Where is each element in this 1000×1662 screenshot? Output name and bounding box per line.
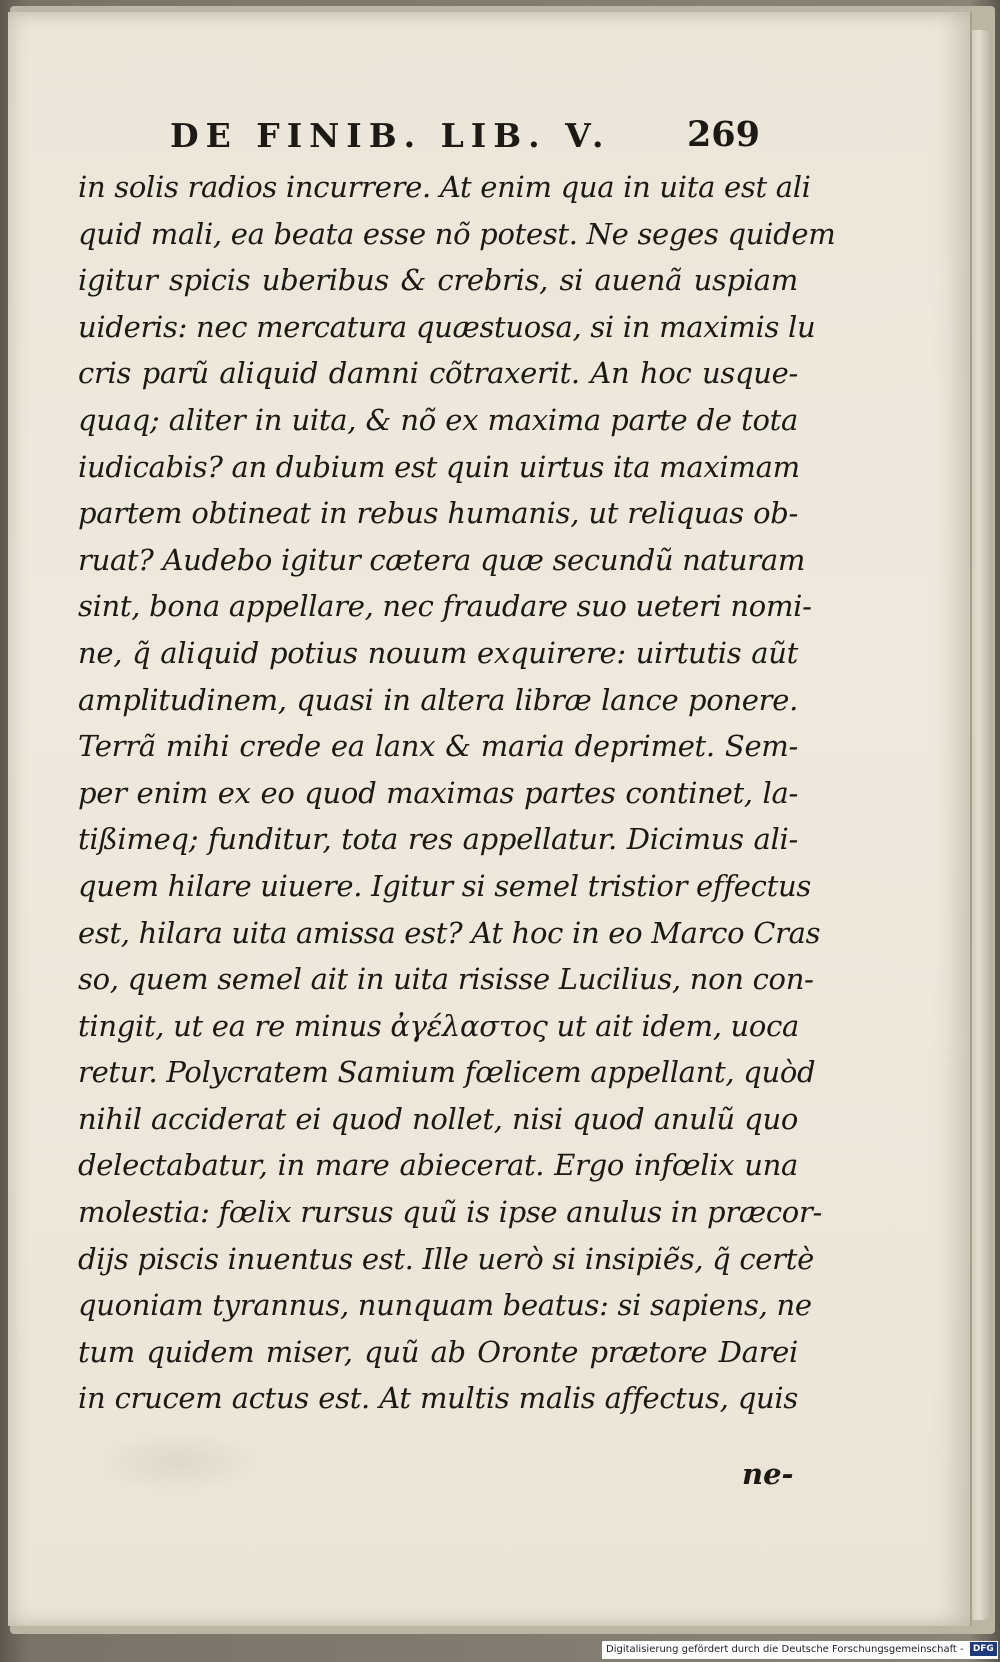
- text-line: nihil acciderat ei quod nollet, nisi quod anulũ quo: [78, 1101, 798, 1136]
- text-line: cris parũ aliquid damni cõtraxerit. An hoc usque-: [78, 356, 798, 391]
- text-line: molestia: fœlix rursus quũ is ipse anulus in præcor-: [78, 1195, 823, 1230]
- page-header: [170, 112, 760, 162]
- text-line: quid mali, ea beata esse nõ potest. Ne seges quidem: [78, 216, 836, 251]
- dfg-logo: DFG: [970, 1642, 997, 1656]
- text-line: delectabatur, in mare abiecerat. Ergo infœlix una: [78, 1148, 798, 1183]
- catchword: ne-: [742, 1457, 794, 1491]
- text-line: amplitudinem, quasi in altera libræ lance ponere.: [78, 682, 798, 717]
- paper-stain: [98, 1432, 258, 1492]
- text-line: retur. Polycratem Samium fœlicem appellant, quòd: [78, 1055, 816, 1090]
- footer-text: Digitalisierung gefördert durch die Deutsche Forschungsgemeinschaft: [606, 1644, 957, 1655]
- text-line: in solis radios incurrere. At enim qua in uita est ali: [78, 170, 811, 204]
- text-line: uideris: nec mercatura quæstuosa, si in maximis lu: [78, 309, 816, 344]
- text-line: est, hilara uita amissa est? At hoc in eo Marco Cras: [78, 915, 821, 950]
- text-line: tingit, ut ea re minus ἀγέλαστος ut ait idem, uoca: [78, 1008, 800, 1043]
- text-line: quem hilare uiuere. Igitur si semel tristior effectus: [78, 868, 811, 903]
- text-line: sint, bona appellare, nec fraudare suo ueteri nomi-: [78, 589, 812, 624]
- digitization-footer: Digitalisierung gefördert durch die Deutsche Forschungsgemeinschaft - DFG: [602, 1641, 998, 1659]
- text-line: ne, q̃ aliquid potius nouum exquirere: uirtutis aũt: [78, 635, 798, 670]
- text-line: dijs piscis inuentus est. Ille uerò si insipiẽs, q̃ certè: [78, 1241, 814, 1276]
- text-line: in crucem actus est. At multis malis affectus, quis: [78, 1381, 798, 1416]
- text-line: ruat? Audebo igitur cætera quæ secundũ naturam: [78, 542, 806, 577]
- text-line: quoniam tyrannus, nunquam beatus: si sapiens, ne: [78, 1288, 812, 1323]
- running-head: DE FINIB. LIB. V.: [170, 116, 611, 155]
- page-number: 269: [686, 114, 760, 155]
- text-line: Terrã mihi crede ea lanx & maria deprimet. Sem-: [78, 729, 798, 764]
- text-line: per enim ex eo quod maximas partes continet, la-: [78, 775, 798, 810]
- body-text: [78, 164, 836, 1422]
- text-line: quaq; aliter in uita, & nõ ex maxima parte de tota: [78, 402, 798, 437]
- text-line: igitur spicis uberibus & crebris, si auenã uspiam: [78, 263, 798, 298]
- page-edge: [970, 30, 992, 1620]
- text-line: tum quidem miser, quũ ab Oronte prætore Darei: [78, 1334, 798, 1369]
- text-line: partem obtineat in rebus humanis, ut reliquas ob-: [78, 496, 798, 531]
- text-line: tißimeq; funditur, tota res appellatur. Dicimus ali-: [78, 822, 798, 857]
- text-line: so, quem semel ait in uita risisse Lucilius, non con-: [78, 962, 814, 997]
- text-line: iudicabis? an dubium est quin uirtus ita maximam: [78, 449, 800, 484]
